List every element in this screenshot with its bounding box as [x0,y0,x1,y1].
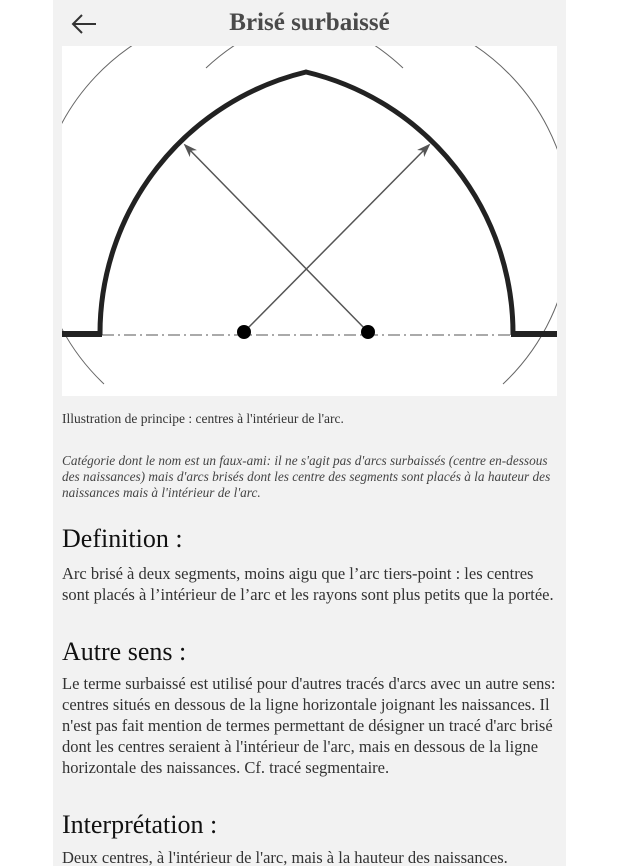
section-heading-definition: Definition : [62,524,183,553]
radius-arrow-right [244,145,429,332]
section-text-interpretation: Deux centres, à l'intérieur de l'arc, mais à la hauteur des naissances. [62,848,508,866]
section-heading-autre-sens: Autre sens : [62,637,187,666]
page [53,0,566,866]
construction-arc-left [206,46,557,384]
centre-point-left [237,325,251,339]
pointed-arch [100,72,513,335]
page-title: Brisé surbaissé [229,9,390,36]
section-text-definition: Arc brisé à deux segments, moins aigu que l’arc tiers-point : les centres sont placés à l’intérieur de l’arc et les rayons sont plus petits que la portée. [62,564,554,604]
construction-arc-right [62,46,403,384]
figure-note: Catégorie dont le nom est un faux-ami: il ne s'agit pas d'arcs surbaissés (centre en-dessous des naissances) mais d'arcs brisés dont les centre des segments sont placés à la hauteur des naissances mais à l'intérieur de l'arc. [62,453,551,500]
section-text-autre-sens: Le terme surbaissé est utilisé pour d'autres tracés d'arcs avec un autre sens: centres situés en dessous de la ligne horizontale joignant les naissances. Il n'est pas fait mention de termes permettant de désigner un tracé d'arc brisé dont les centres seraient à l'intérieur de l'arc, mais en dessous de la ligne horizontale des naissances. Cf. tracé segmentaire. [62,674,556,777]
radius-arrow-left [185,145,368,332]
section-heading-interpretation: Interprétation : [62,810,218,839]
header [53,0,566,46]
centre-point-right [361,325,375,339]
arch-illustration [62,46,557,396]
figure-caption: Illustration de principe : centres à l'intérieur de l'arc. [62,411,344,426]
